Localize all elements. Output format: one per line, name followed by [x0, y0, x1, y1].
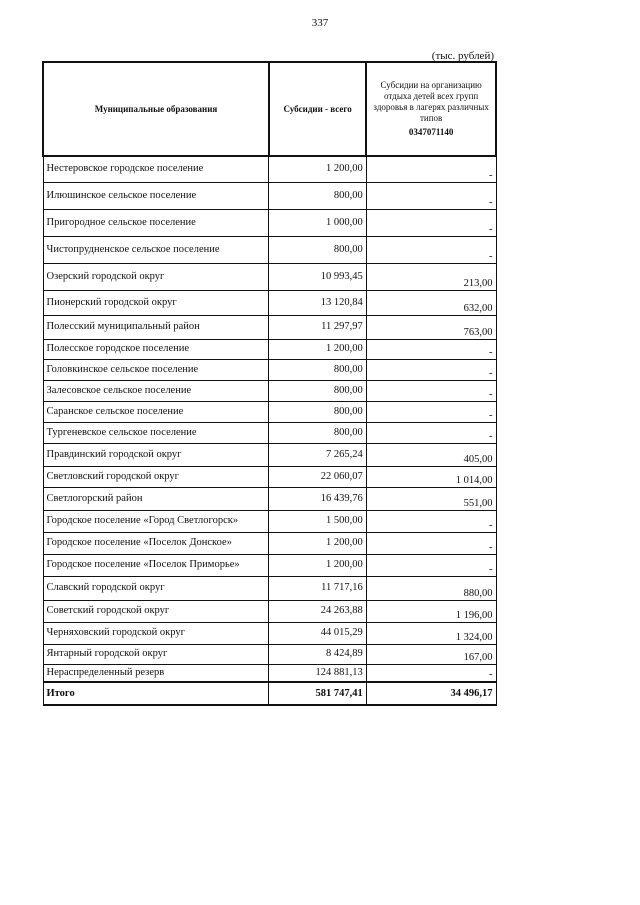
row-name: Нестеровское городское поселение [43, 156, 269, 182]
row-subsidy: - [366, 510, 496, 532]
row-total: 11 717,16 [269, 576, 366, 600]
table-row [43, 315, 496, 339]
page-number: 337 [311, 17, 329, 29]
subsidy-table [42, 61, 497, 706]
row-subsidy: - [366, 209, 496, 236]
row-subsidy: 213,00 [366, 263, 496, 290]
table-row [43, 600, 496, 622]
row-subsidy: 167,00 [366, 644, 496, 664]
row-name: Залесовское сельское поселение [43, 380, 269, 401]
table-row [43, 576, 496, 600]
table-row [43, 622, 496, 644]
unit-note: (тыс. рублей) [431, 50, 494, 62]
row-name: Славский городской округ [43, 576, 269, 600]
row-subsidy: - [366, 401, 496, 422]
header-subsidies-recreation [366, 62, 496, 156]
row-subsidy: 405,00 [366, 443, 496, 466]
row-subsidy: - [366, 554, 496, 576]
header-municipalities: Муниципальные образования [43, 62, 269, 156]
row-total: 16 439,76 [269, 487, 366, 510]
row-total: 1 200,00 [269, 554, 366, 576]
row-subsidy: 1 014,00 [366, 466, 496, 487]
row-subsidy: - [366, 359, 496, 380]
row-name: Пригородное сельское поселение [43, 209, 269, 236]
row-total: 10 993,45 [269, 263, 366, 290]
table-row [43, 380, 496, 401]
header-col3-code: 0347071140 [408, 127, 454, 137]
row-name: Головкинское сельское поселение [43, 359, 269, 380]
row-total: 8 424,89 [269, 644, 366, 664]
row-subsidy: 1 196,00 [366, 600, 496, 622]
row-total: 1 000,00 [269, 209, 366, 236]
table-row [43, 359, 496, 380]
row-name: Полесский муниципальный район [43, 315, 269, 339]
row-total: 22 060,07 [269, 466, 366, 487]
table-row [43, 401, 496, 422]
row-name: Тургеневское сельское поселение [43, 422, 269, 443]
row-subsidy: - [366, 182, 496, 209]
header-subsidies-total: Субсидии - всего [269, 62, 366, 156]
table-row [43, 236, 496, 263]
row-total: 1 200,00 [269, 532, 366, 554]
row-subsidy: - [366, 664, 496, 682]
table-row [43, 644, 496, 664]
row-total: 124 881,13 [269, 664, 366, 682]
row-name: Илюшинское сельское поселение [43, 182, 269, 209]
row-total: 24 263,88 [269, 600, 366, 622]
row-total: 1 200,00 [269, 339, 366, 359]
row-subsidy: - [366, 339, 496, 359]
table-row [43, 487, 496, 510]
table-row [43, 422, 496, 443]
row-total: 44 015,29 [269, 622, 366, 644]
row-name: Советский городской округ [43, 600, 269, 622]
row-name: Черняховский городской округ [43, 622, 269, 644]
table-row [43, 182, 496, 209]
row-name: Правдинский городской округ [43, 443, 269, 466]
row-subsidy: 763,00 [366, 315, 496, 339]
row-name: Светловский городской округ [43, 466, 269, 487]
table-row [43, 532, 496, 554]
row-total: 800,00 [269, 401, 366, 422]
total-row [43, 682, 496, 705]
row-subsidy: 880,00 [366, 576, 496, 600]
total-label: Итого [43, 682, 269, 705]
row-subsidy: - [366, 236, 496, 263]
row-name: Полесское городское поселение [43, 339, 269, 359]
table-row [43, 664, 496, 682]
row-subsidy: - [366, 380, 496, 401]
row-subsidy: 551,00 [366, 487, 496, 510]
row-total: 1 500,00 [269, 510, 366, 532]
row-subsidy: 1 324,00 [366, 622, 496, 644]
row-total: 800,00 [269, 359, 366, 380]
row-name: Чистопрудненское сельское поселение [43, 236, 269, 263]
row-name: Городское поселение «Поселок Донское» [43, 532, 269, 554]
row-total: 11 297,97 [269, 315, 366, 339]
row-subsidy: - [366, 156, 496, 182]
row-total: 7 265,24 [269, 443, 366, 466]
row-name: Светлогорский район [43, 487, 269, 510]
row-total: 800,00 [269, 422, 366, 443]
total-sub: 34 496,17 [366, 682, 496, 705]
table-row [43, 156, 496, 182]
total-sum: 581 747,41 [269, 682, 366, 705]
table-row [43, 339, 496, 359]
table-body [43, 156, 496, 682]
table-row [43, 510, 496, 532]
row-subsidy: - [366, 422, 496, 443]
table-row [43, 263, 496, 290]
table-row [43, 209, 496, 236]
row-total: 800,00 [269, 380, 366, 401]
row-total: 800,00 [269, 182, 366, 209]
row-name: Городское поселение «Город Светлогорск» [43, 510, 269, 532]
row-subsidy: 632,00 [366, 290, 496, 315]
row-name: Янтарный городской округ [43, 644, 269, 664]
row-name: Нераспределенный резерв [43, 664, 269, 682]
row-name: Саранское сельское поселение [43, 401, 269, 422]
table-row [43, 290, 496, 315]
table-row [43, 443, 496, 466]
row-name: Пионерский городской округ [43, 290, 269, 315]
row-name: Озерский городской округ [43, 263, 269, 290]
row-total: 1 200,00 [269, 156, 366, 182]
row-total: 13 120,84 [269, 290, 366, 315]
row-total: 800,00 [269, 236, 366, 263]
table-row [43, 554, 496, 576]
header-col3-title: Субсидии на организацию отдыха детей всех групп здоровья в лагерях различных типов [373, 80, 489, 123]
table-header-row [43, 62, 496, 156]
row-name: Городское поселение «Поселок Приморье» [43, 554, 269, 576]
table-row [43, 466, 496, 487]
row-subsidy: - [366, 532, 496, 554]
